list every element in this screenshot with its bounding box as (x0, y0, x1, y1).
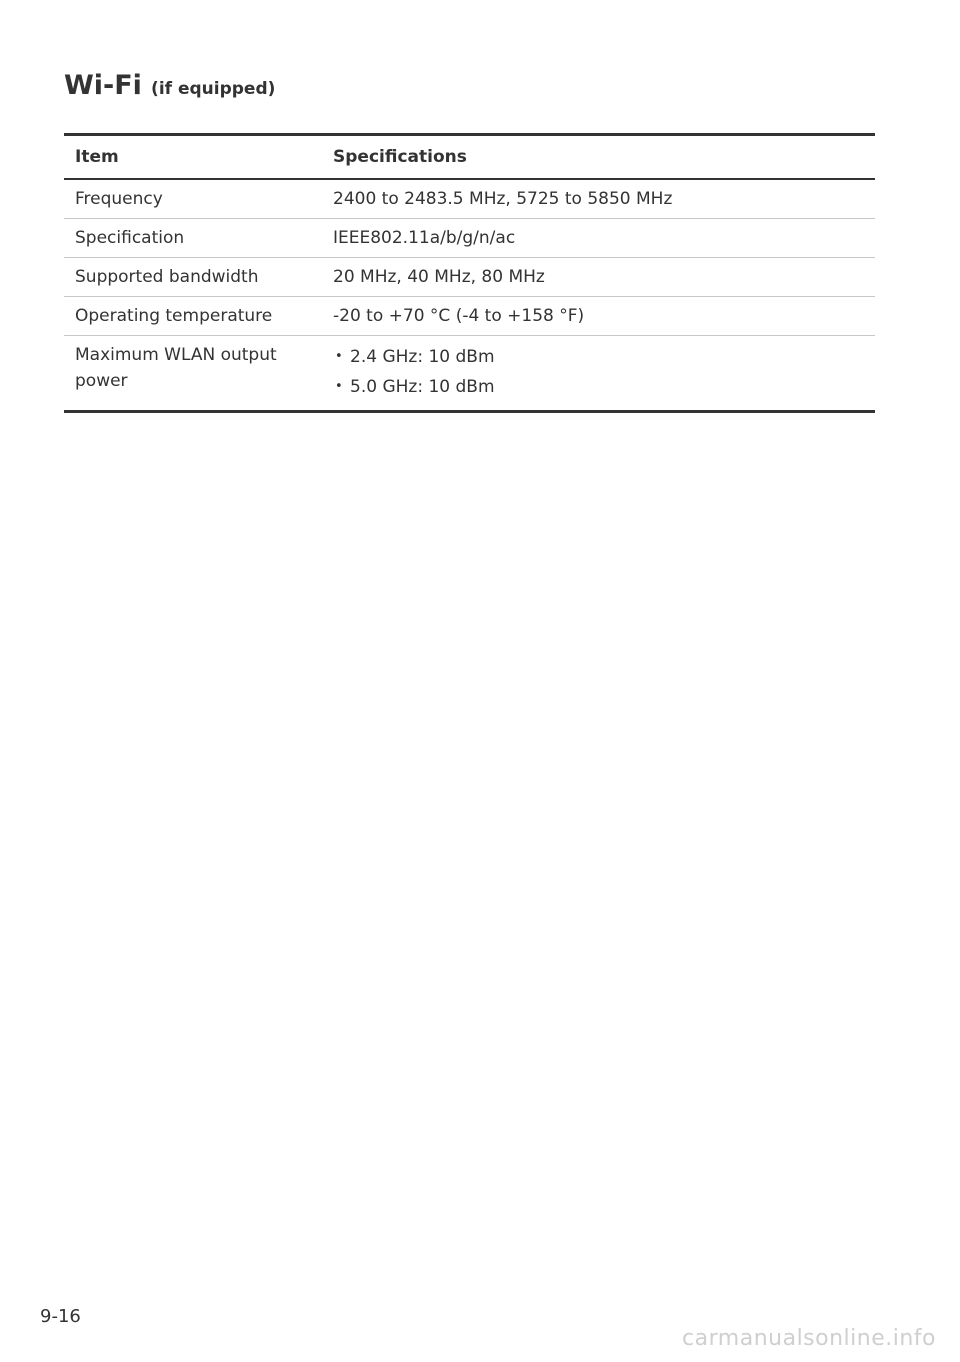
row-spec-cell: IEEE802.11a/b/g/n/ac (322, 219, 875, 258)
section-qualifier: (if equipped) (151, 79, 276, 99)
row-item-label: Maximum WLAN output power (75, 345, 277, 391)
spec-bullet-list (333, 342, 875, 402)
watermark: carmanualsonline.info (682, 1326, 936, 1351)
table-row (64, 297, 875, 336)
row-item-cell: Frequency (64, 179, 322, 219)
row-item-cell: Supported bandwidth (64, 258, 322, 297)
column-header-item: Item (64, 135, 322, 180)
list-item (333, 342, 875, 372)
bullet-icon: • (335, 379, 343, 394)
row-item-cell: Operating temperature (64, 297, 322, 336)
table-header-row (64, 135, 875, 180)
list-item (333, 372, 875, 402)
section-title: Wi-Fi (64, 70, 142, 101)
row-spec-cell: 20 MHz, 40 MHz, 80 MHz (322, 258, 875, 297)
column-header-specifications: Specifications (322, 135, 875, 180)
row-item-cell: Specification (64, 219, 322, 258)
table-row (64, 258, 875, 297)
row-item-cell (64, 336, 322, 412)
section-heading (64, 70, 275, 101)
spec-table (64, 133, 875, 413)
table-row (64, 336, 875, 412)
list-item-text: 2.4 GHz: 10 dBm (350, 347, 495, 367)
row-spec-cell (322, 336, 875, 412)
row-spec-cell: -20 to +70 °C (-4 to +158 °F) (322, 297, 875, 336)
page-number: 9-16 (40, 1306, 81, 1327)
table-row (64, 179, 875, 219)
row-spec-cell: 2400 to 2483.5 MHz, 5725 to 5850 MHz (322, 179, 875, 219)
table-row (64, 219, 875, 258)
list-item-text: 5.0 GHz: 10 dBm (350, 377, 495, 397)
bullet-icon: • (335, 349, 343, 364)
